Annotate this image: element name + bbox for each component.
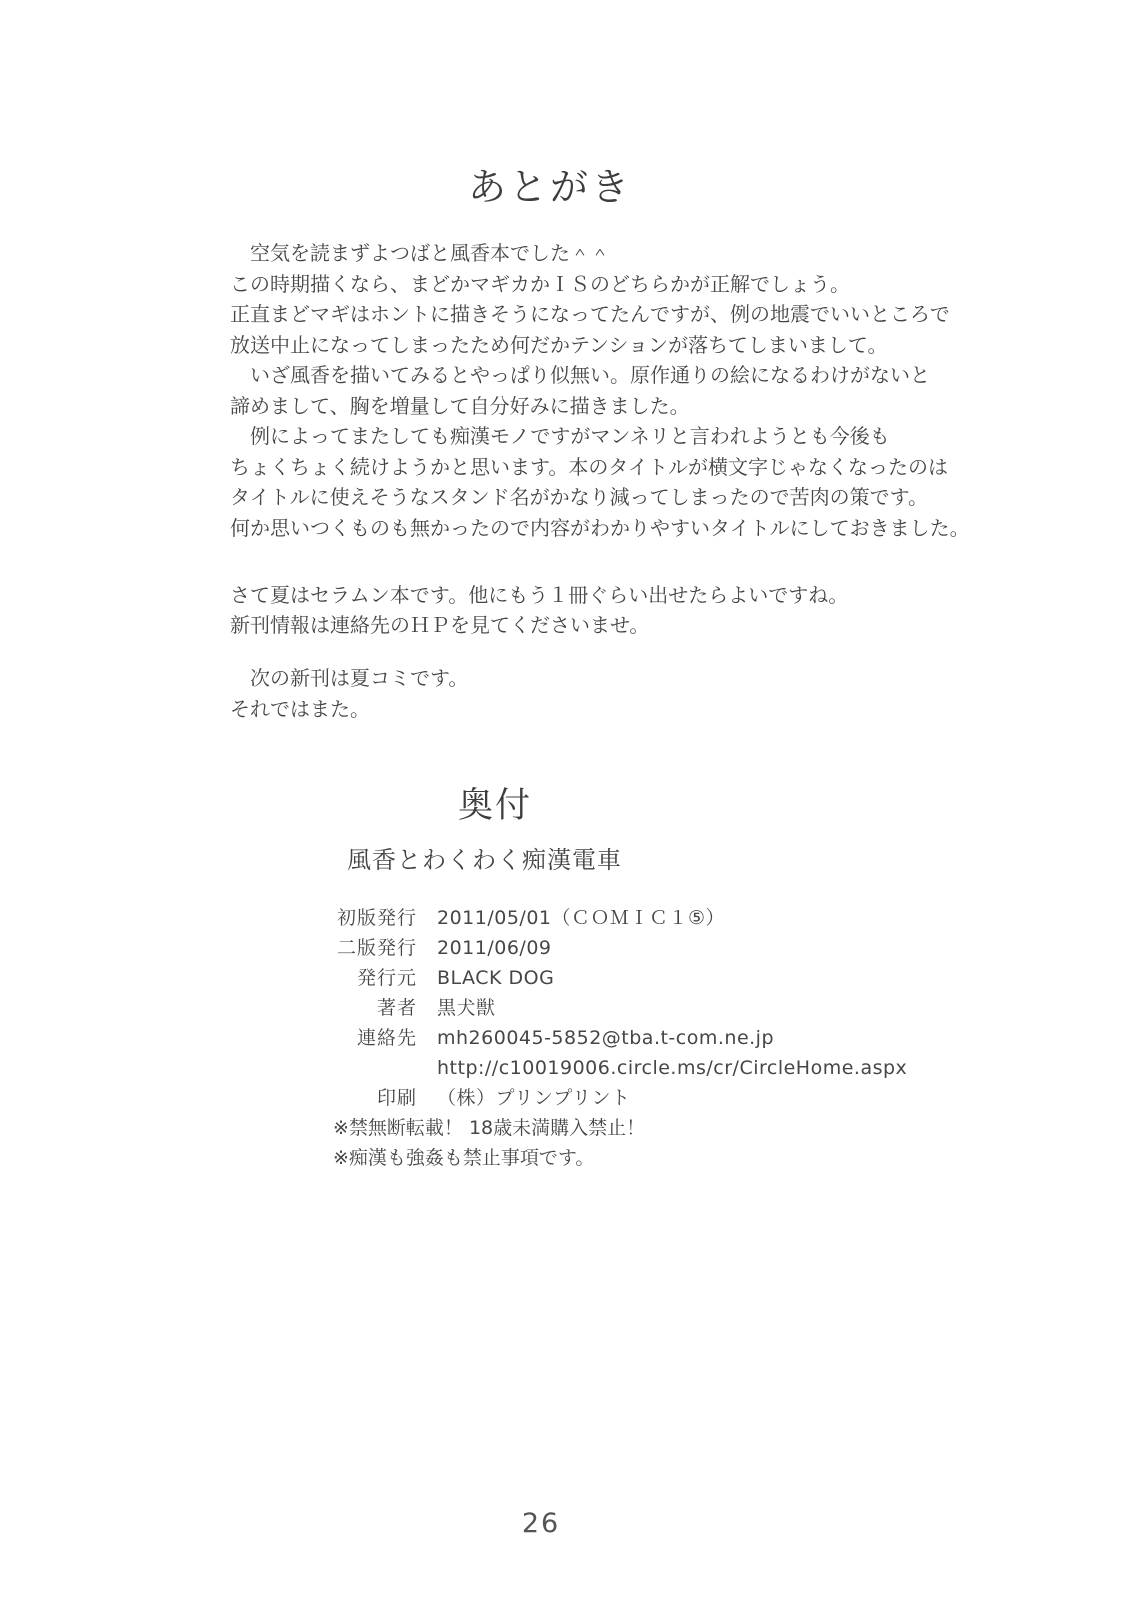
colophon-row-contact-email: [0, 1023, 907, 1053]
text-line: 例によってまたしても痴漢モノですがマンネリと言われようとも今後も: [230, 424, 890, 448]
text-line: 次の新刊は夏コミです。: [230, 666, 469, 690]
colophon-label: 初版発行: [336, 907, 417, 929]
colophon-label: 印刷: [376, 1087, 417, 1109]
text-line: 新刊情報は連絡先のＨＰを見てくださいませ。: [230, 613, 650, 637]
notice-fiction-disclaimer: ※痴漢も強姦も禁止事項です。: [333, 1147, 595, 1169]
colophon-row-contact-url: [0, 1053, 907, 1083]
colophon-title: 奥付: [457, 786, 532, 826]
colophon-label: 著者: [376, 997, 417, 1019]
text-line: ちょくちょく続けようかと思います。本のタイトルが横文字じゃなくなったのは: [230, 454, 948, 479]
text-line: この時期描くなら、まどかマギカかＩＳのどちらかが正解でしょう。: [230, 271, 850, 296]
colophon-label: 二版発行: [336, 937, 417, 959]
colophon-row-author: [0, 993, 907, 1023]
colophon-value: （株）プリンプリント: [437, 1087, 631, 1109]
colophon-value: 黒犬獣: [437, 997, 496, 1019]
text-line: 何か思いつくものも無かったので内容がわかりやすいタイトルにしておきました。: [230, 515, 970, 540]
notice-no-reproduction: ※禁無断転載！ 18歳未満購入禁止！: [333, 1117, 646, 1139]
text-line: 正直まどマギはホントに描きそうになってたんですが、例の地震でいいところで: [230, 302, 950, 326]
book-title: 風香とわくわく痴漢電車: [347, 846, 622, 874]
text-line: それではまた。: [230, 697, 370, 721]
colophon-row-first-printing: [0, 903, 907, 933]
colophon-label: 連絡先: [356, 1027, 417, 1049]
text-line: タイトルに使えそうなスタンド名がかなり減ってしまったので苦肉の策です。: [230, 485, 928, 509]
afterword-paragraph-2: [230, 580, 848, 640]
colophon-table: [0, 903, 907, 1113]
colophon-row-publisher: [0, 963, 907, 993]
colophon-label: [0, 1053, 417, 1083]
contact-url: http://c10019006.circle.ms/cr/CircleHome.aspx: [437, 1057, 908, 1079]
afterword-title: あとがき: [467, 165, 632, 209]
colophon-value: 2011/05/01（ＣＯＭＩＣ１⑤）: [437, 907, 726, 929]
colophon-value: 2011/06/09: [437, 937, 552, 959]
colophon-label: 発行元: [356, 967, 417, 989]
text-line: いざ風香を描いてみるとやっぱり似無い。原作通りの絵になるわけがないと: [230, 363, 930, 387]
colophon-value: BLACK DOG: [437, 967, 555, 989]
afterword-paragraph-1: [230, 238, 970, 543]
colophon-notes: [333, 1113, 645, 1173]
contact-email: mh260045-5852@tba.t-com.ne.jp: [437, 1027, 775, 1049]
page-number: 26: [521, 1508, 561, 1539]
colophon-row-second-printing: [0, 933, 907, 963]
text-line: 諦めまして、胸を増量して自分好みに描きました。: [230, 393, 690, 418]
colophon-row-printer: [0, 1083, 907, 1113]
afterword-paragraph-3: [230, 663, 468, 725]
text-line: 放送中止になってしまったため何だかテンションが落ちてしまいまして。: [230, 332, 888, 357]
text-line: さて夏はセラムン本です。他にもう１冊ぐらい出せたらよいですね。: [230, 583, 849, 607]
text-line: 空気を読まずよつばと風香本でした＾＾: [230, 241, 610, 265]
